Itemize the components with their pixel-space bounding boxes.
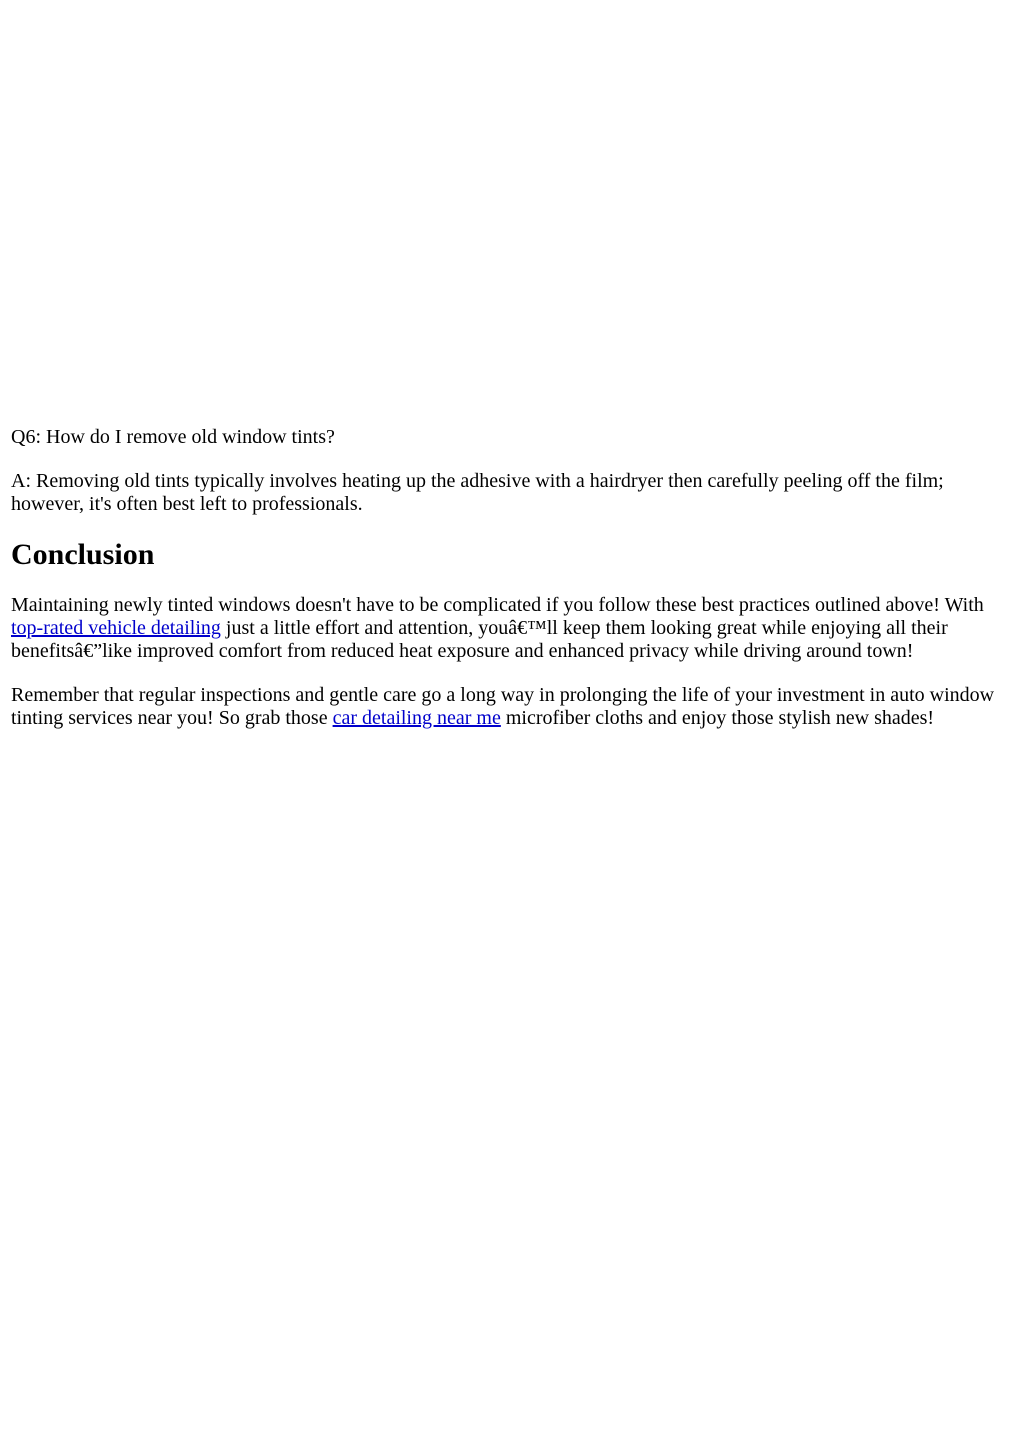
conclusion-paragraph-2 — [11, 684, 1001, 730]
faq-answer: A: Removing old tints typically involves heating up the adhesive with a hairdryer then carefully peeling off the film; however, it's often best left to professionals. — [11, 470, 944, 515]
paragraph-text: Remember that regular inspections and gentle care go a long way in prolonging the life of your investment in auto window tinting services near you! So grab those — [11, 684, 995, 729]
car-detailing-near-me-link[interactable]: car detailing near me — [332, 707, 501, 729]
paragraph-text: microfiber cloths and enjoy those stylish new shades! — [500, 707, 935, 729]
conclusion-paragraph-1 — [11, 594, 1001, 663]
conclusion-heading: Conclusion — [11, 538, 155, 571]
top-rated-vehicle-detailing-link[interactable]: top-rated vehicle detailing — [11, 617, 221, 639]
article-content — [11, 426, 1001, 751]
paragraph-text: Maintaining newly tinted windows doesn't have to be complicated if you follow these best practices outlined above! With — [11, 594, 984, 616]
paragraph-text: just a little effort and attention, youâ€™ll keep them looking great while enjoying all their benefitsâ€”like improved comfort from reduced heat exposure and enhanced privacy while driving around town! — [11, 617, 948, 662]
faq-question: Q6: How do I remove old window tints? — [11, 426, 335, 448]
